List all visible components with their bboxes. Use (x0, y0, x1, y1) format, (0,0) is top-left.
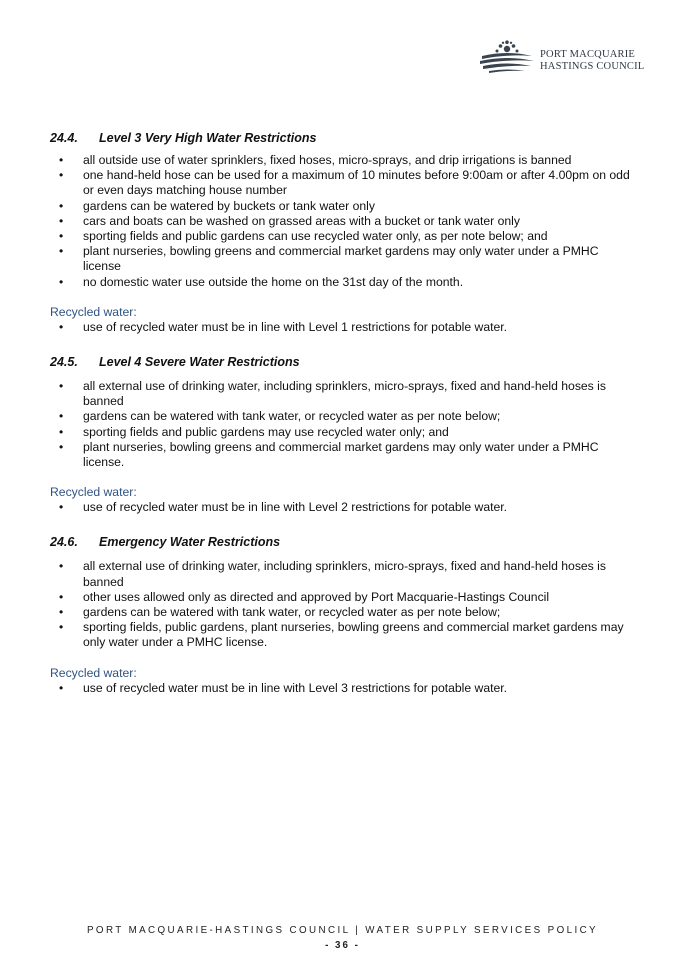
recycled-water-heading: Recycled water: (50, 665, 137, 680)
section-heading (50, 535, 635, 550)
council-logo (479, 38, 649, 78)
recycled-water-list (50, 320, 635, 335)
section-number: 24.5. (50, 355, 78, 370)
list-item: • one hand-held hose can be used for a maximum of 10 minutes before 9:00am or after 4.00pm on odd or even days matching house number (50, 168, 635, 198)
page-number: - 36 - (325, 940, 360, 951)
section-number: 24.4. (50, 131, 78, 145)
list-item: • no domestic water use outside the home on the 31st day of the month. (50, 275, 635, 290)
section-number: 24.6. (50, 535, 78, 550)
list-item: • all outside use of water sprinklers, fixed hoses, micro-sprays, and drip irrigations is banned (50, 153, 635, 168)
list-item: • sporting fields and public gardens can use recycled water only, as per note below; and (50, 229, 635, 244)
list-item: • gardens can be watered by buckets or tank water only (50, 199, 635, 214)
section-24-6 (50, 535, 635, 695)
recycled-water-heading: Recycled water: (50, 304, 137, 319)
list-item: • use of recycled water must be in line with Level 3 restrictions for potable water. (50, 681, 635, 696)
section-24-5 (50, 355, 635, 515)
list-item: • plant nurseries, bowling greens and commercial market gardens may only water under a PMHC license. (50, 440, 635, 470)
list-item: • plant nurseries, bowling greens and commercial market gardens may only water under a PMHC license (50, 244, 635, 274)
list-item: • all external use of drinking water, including sprinklers, micro-sprays, fixed and hand-held hoses is banned (50, 379, 635, 409)
list-item: • other uses allowed only as directed and approved by Port Macquarie-Hastings Council (50, 590, 635, 605)
list-item: • sporting fields and public gardens may use recycled water only; and (50, 425, 635, 440)
recycled-water-list (50, 500, 635, 515)
document-body (50, 131, 635, 696)
section-title: Emergency Water Restrictions (99, 535, 281, 550)
list-item: • use of recycled water must be in line with Level 2 restrictions for potable water. (50, 500, 635, 515)
page-footer: PORT MACQUARIE-HASTINGS COUNCIL | WATER SUPPLY SERVICES POLICY (86, 925, 598, 936)
list-item: • gardens can be watered with tank water, or recycled water as per note below; (50, 605, 635, 620)
list-item: • cars and boats can be washed on grassed areas with a bucket or tank water only (50, 214, 635, 229)
section-title: Level 4 Severe Water Restrictions (99, 355, 300, 370)
list-item: • sporting fields, public gardens, plant nurseries, bowling greens and commercial market gardens may only water under a PMHC license. (50, 620, 635, 650)
logo-line-2: HASTINGS COUNCIL (540, 61, 645, 72)
council-logo-icon (479, 40, 535, 76)
section-heading (50, 131, 635, 146)
logo-line-1: PORT MACQUARIE (540, 49, 636, 60)
restrictions-list (50, 153, 635, 290)
section-title: Level 3 Very High Water Restrictions (99, 131, 317, 145)
restrictions-list (50, 559, 635, 650)
list-item: • gardens can be watered with tank water, or recycled water as per note below; (50, 409, 635, 424)
section-24-4 (50, 131, 635, 335)
section-heading (50, 355, 635, 370)
list-item: • use of recycled water must be in line with Level 1 restrictions for potable water. (50, 320, 635, 335)
list-item: • all external use of drinking water, including sprinklers, micro-sprays, fixed and hand-held hoses is banned (50, 559, 635, 589)
restrictions-list (50, 379, 635, 470)
recycled-water-heading: Recycled water: (50, 485, 137, 500)
recycled-water-list (50, 681, 635, 696)
